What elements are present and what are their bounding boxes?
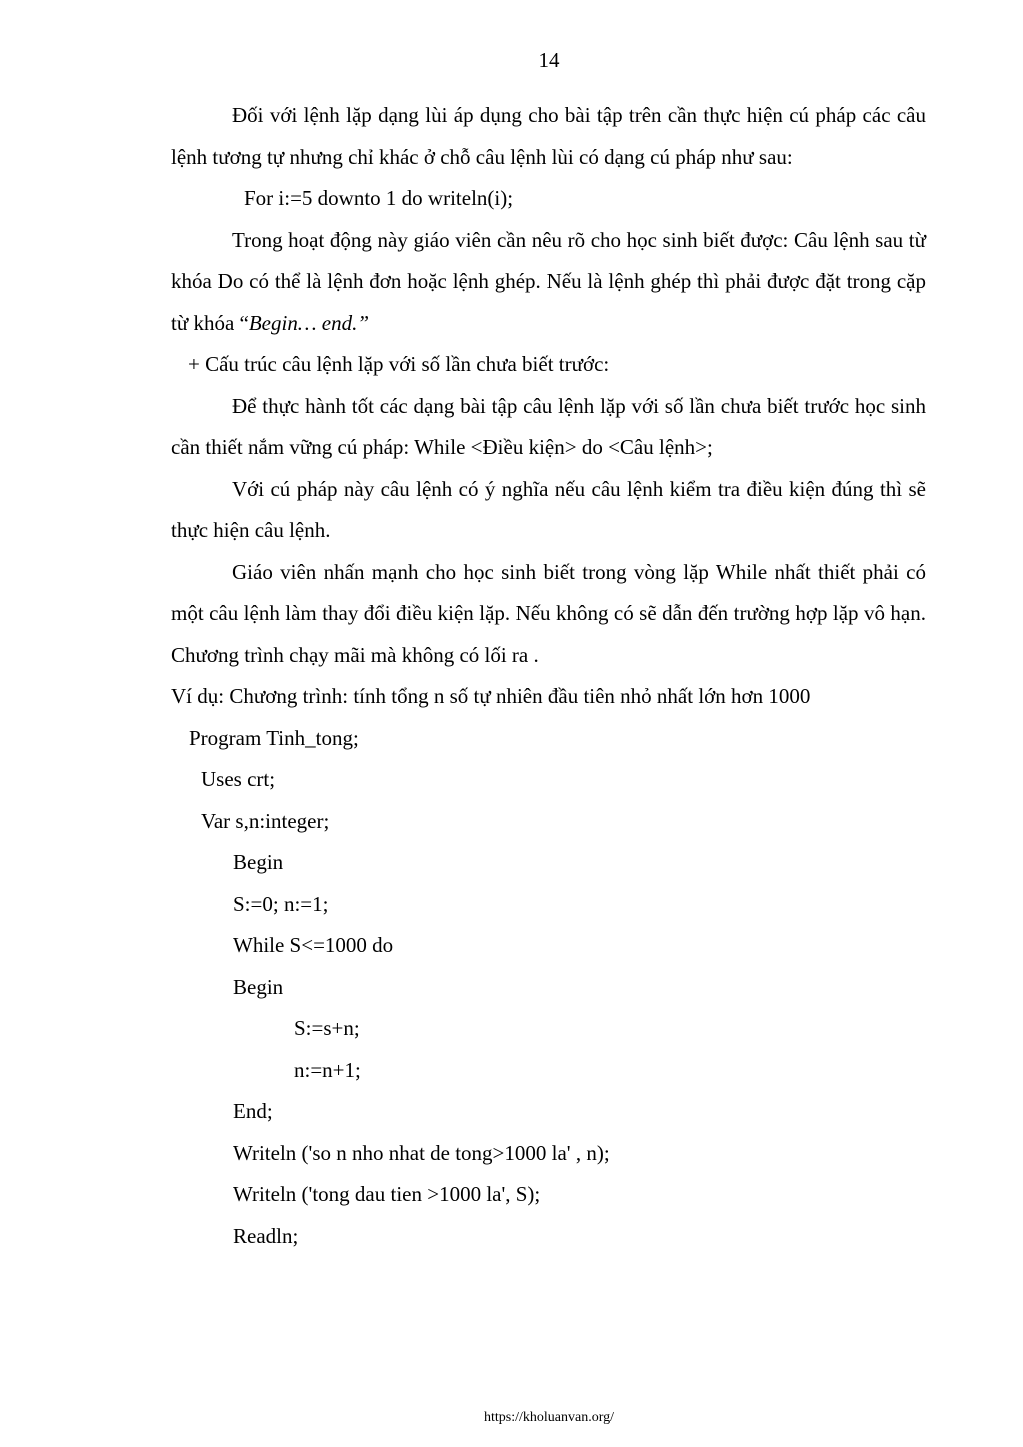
paragraph-do-statement-text: Trong hoạt động này giáo viên cần nêu rõ cho học sinh biết được: Câu lệnh sau từ khóa Do có thể là lệnh đơn hoặc lệnh ghép. Nếu là lệnh ghép thì phải được đặt trong cặp từ khóa “: [171, 227, 926, 335]
code-line: Uses crt;: [201, 767, 276, 791]
document-body: [171, 95, 926, 1257]
code-line: Writeln ('so n nho nhat de tong>1000 la' , n);: [233, 1140, 610, 1165]
code-line: S:=0; n:=1;: [233, 891, 329, 916]
code-for-downto: For i:=5 downto 1 do writeln(i);: [244, 186, 514, 210]
page-number: 14: [538, 48, 560, 72]
code-line: Begin: [233, 850, 284, 874]
example-intro: Ví dụ: Chương trình: tính tổng n số tự nhiên đầu tiên nhỏ nhất lớn hơn 1000: [171, 684, 811, 708]
begin-end-keyword: Begin… end.”: [248, 310, 370, 335]
paragraph-while-syntax: Để thực hành tốt các dạng bài tập câu lệnh lặp với số lần chưa biết trước học sinh cần thiết nắm vững cú pháp: While <Điều kiện> do <Câu lệnh>;: [171, 393, 926, 459]
code-line: n:=n+1;: [294, 1057, 361, 1082]
paragraph-while-meaning: Với cú pháp này câu lệnh có ý nghĩa nếu câu lệnh kiểm tra điều kiện đúng thì sẽ thực hiện câu lệnh.: [171, 476, 926, 542]
code-line: S:=s+n;: [294, 1016, 360, 1040]
code-line: While S<=1000 do: [233, 933, 394, 957]
paragraph-downto-syntax: Đối với lệnh lặp dạng lùi áp dụng cho bài tập trên cần thực hiện cú pháp các câu lệnh tương tự nhưng chỉ khác ở chỗ câu lệnh lùi có dạng cú pháp như sau:: [171, 103, 926, 169]
paragraph-do-statement: [171, 220, 926, 345]
code-line: Writeln ('tong dau tien >1000 la', S);: [233, 1182, 541, 1206]
paragraph-while-emphasis: Giáo viên nhấn mạnh cho học sinh biết trong vòng lặp While nhất thiết phải có một câu lệnh làm thay đổi điều kiện lặp. Nếu không có sẽ dẫn đến trường hợp lặp vô hạn. Chương trình chạy mãi mà không có lối ra .: [171, 559, 926, 667]
code-line: Var s,n:integer;: [201, 808, 330, 833]
heading-unknown-loop: + Cấu trúc câu lệnh lặp với số lần chưa biết trước:: [188, 352, 610, 376]
code-line: End;: [233, 1099, 273, 1123]
code-line: Readln;: [233, 1223, 299, 1248]
code-line: Begin: [233, 974, 284, 999]
code-block-program: [171, 718, 926, 1258]
footer-url: https://kholuanvan.org/: [483, 1410, 614, 1425]
code-line: Program Tinh_tong;: [189, 725, 359, 750]
